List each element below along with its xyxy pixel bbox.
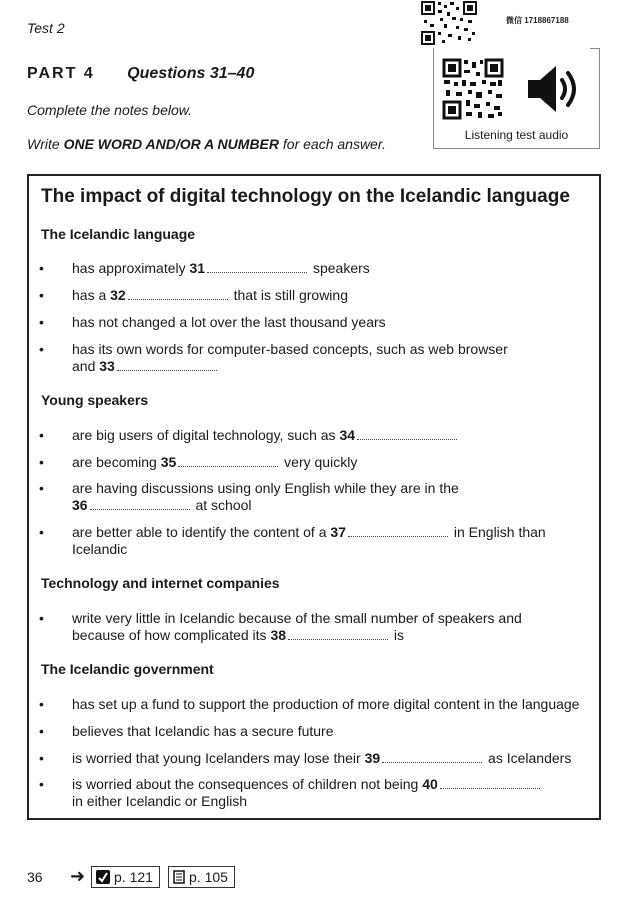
section-heading-icelandic-language: The Icelandic language [41,226,196,242]
transcript-page: p. 105 [189,869,228,885]
audio-caption: Listening test audio [464,128,569,142]
instruction-prefix: Write [27,136,64,152]
section-heading-young-speakers: Young speakers [41,392,149,408]
qr-code-icon[interactable] [442,58,504,120]
question-number: 32 [110,287,126,303]
bullet-icon: • [39,287,44,303]
bullet-icon: • [39,427,44,443]
item-text: has approximately [72,260,190,276]
answer-key-page: p. 121 [114,869,153,885]
notes-title: The impact of digital technology on the Icelandic language [41,186,570,207]
answer-key-icon [96,870,110,884]
notes-box [27,174,601,820]
item-text: are big users of digital technology, such as [72,427,340,443]
bullet-icon: • [39,341,44,357]
page-number: 36 [27,869,43,885]
bullet-icon: • [39,750,44,766]
item-text: very quickly [280,454,358,470]
speaker-icon[interactable] [526,62,582,116]
bullet-icon: • [39,610,44,626]
bullet-icon: • [39,524,44,540]
item-text: are better able to identify the content of a [72,524,331,540]
item-text: is worried about the consequences of children not being [72,776,423,792]
wechat-contact: 微信 1718867188 [506,16,569,25]
answer-key-reference[interactable] [91,866,160,888]
item-text: as Icelanders [484,750,572,766]
item-text: has its own words for computer-based concepts, such as web browser [72,341,508,357]
section-heading-icelandic-government: The Icelandic government [41,661,214,677]
answer-blank-33[interactable] [117,360,217,371]
item-text: and [72,358,100,374]
item-text: believes that Icelandic has a secure future [72,723,334,739]
answer-blank-32[interactable] [128,289,228,300]
bullet-icon: • [39,454,44,470]
item-text: Icelandic [72,541,128,557]
item-text: because of how complicated its [72,627,271,643]
question-number: 40 [422,776,438,792]
answer-blank-34[interactable] [357,429,457,440]
answer-blank-37[interactable] [348,526,448,537]
instruction-word-limit [27,136,386,152]
part-heading [27,65,254,83]
transcript-icon [173,870,185,884]
question-number: 38 [270,627,287,643]
bullet-icon: • [39,480,44,496]
item-text: are becoming [72,454,161,470]
transcript-reference[interactable] [168,866,235,888]
section-heading-technology-companies: Technology and internet companies [41,575,280,591]
answer-blank-40[interactable] [440,778,540,789]
instruction-suffix: for each answer. [279,136,386,152]
small-qr-code-icon [420,0,478,46]
item-text: in either Icelandic or English [72,793,248,809]
bullet-icon: • [39,776,44,792]
item-text: has not changed a lot over the last thousand years [72,314,386,330]
part-label: PART 4 [27,65,95,82]
question-number: 34 [339,427,356,443]
question-number: 33 [99,358,115,374]
item-text: that is still growing [229,287,348,303]
item-text: are having discussions using only English while they are in the [72,480,459,496]
question-number: 36 [72,497,88,513]
item-text: has set up a fund to support the production of more digital content in the language [72,696,580,712]
question-number: 31 [189,260,206,276]
answer-blank-36[interactable] [90,499,190,510]
questions-range: Questions 31–40 [127,65,255,82]
question-number: 35 [160,454,177,470]
item-text: has a [72,287,111,303]
answer-blank-31[interactable] [207,262,307,273]
instruction-complete-notes: Complete the notes below. [27,102,192,118]
answer-blank-39[interactable] [382,752,482,763]
bullet-icon: • [39,314,44,330]
answer-blank-35[interactable] [178,456,278,467]
item-text: is [390,627,405,643]
question-number: 39 [364,750,381,766]
bullet-icon: • [39,723,44,739]
arrow-right-icon: ➜ [70,866,86,886]
instruction-bold: ONE WORD AND/OR A NUMBER [63,136,279,152]
question-number: 37 [330,524,346,540]
item-text: at school [191,497,252,513]
test-label: Test 2 [27,20,65,36]
item-text: speakers [309,260,370,276]
answer-blank-38[interactable] [288,629,388,640]
item-text: in English than [449,524,546,540]
listening-audio-panel[interactable] [433,48,600,149]
bullet-icon: • [39,260,44,276]
item-text: write very little in Icelandic because of the small number of speakers and [72,610,522,626]
item-text: is worried that young Icelanders may lose their [72,750,365,766]
bullet-icon: • [39,696,44,712]
